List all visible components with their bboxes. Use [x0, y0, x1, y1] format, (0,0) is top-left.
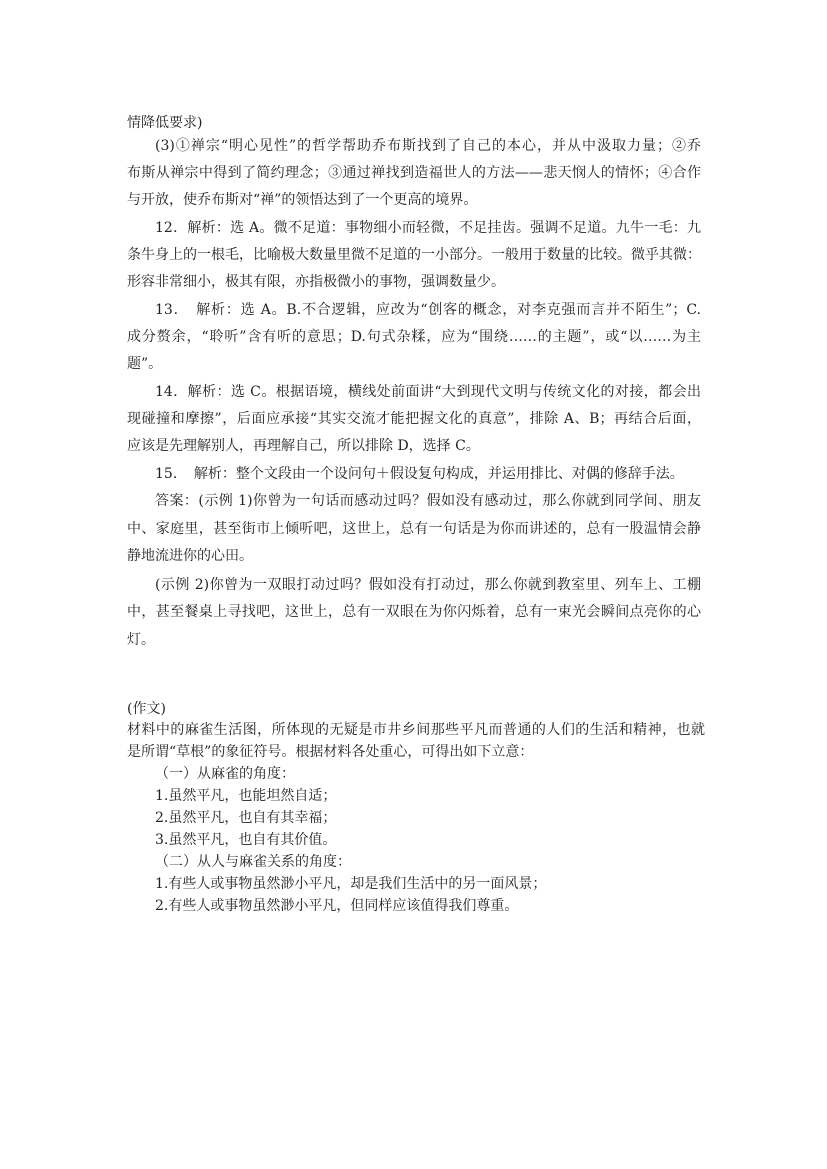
answer-13-line-3: 题”。	[127, 356, 163, 372]
answer-15-example2-line-2: 中，甚至餐桌上寻找吧，这世上，总有一双眼在为你闪烁着，总有一束光会瞬间点亮你的心	[127, 604, 701, 620]
answer-12-line-2: 条牛身上的一根毛，比喻极大数量里微不足道的一小部分。一般用于数量的比较。微乎其微：	[127, 247, 701, 263]
essay-point: 1.虽然平凡，也能坦然自适；	[155, 788, 337, 804]
answer-14-line-3: 应该是先理解别人，再理解自己，所以排除 D，选择 C。	[127, 438, 480, 454]
answer-3-line-2: 布斯从禅宗中得到了简约理念；③通过禅找到造福世人的方法——悲天悯人的情怀；④合作	[127, 165, 701, 181]
answer-12-line-3: 形容非常细小，极其有限，亦指极微小的事物，强调数量少。	[127, 274, 505, 290]
answer-3-line-3: 与开放，使乔布斯对“禅”的领悟达到了一个更高的境界。	[127, 192, 478, 208]
answer-13-line-1: 13． 解析：选 A。B.不合逻辑，应改为“创客的概念，对李克强而言并不陌生”；C.	[155, 302, 701, 318]
essay-heading: (作文)	[127, 701, 166, 717]
essay-point: 2.有些人或事物虽然渺小平凡，但同样应该值得我们尊重。	[155, 898, 519, 914]
essay-section-2-heading: （二）从人与麻雀关系的角度：	[155, 854, 351, 870]
answer-14-line-1: 14．解析：选 C。根据语境，横线处前面讲“大到现代文明与传统文化的对接，都会出	[155, 384, 701, 400]
answer-15-example2-line-3: 灯。	[127, 632, 155, 648]
answer-15-example1-line-1: 答案：(示例 1)你曾为一句话而感动过吗？假如没有感动过，那么你就到同学间、朋友	[155, 493, 701, 509]
essay-section-1-heading: （一）从麻雀的角度：	[155, 766, 295, 782]
essay-point: 3.虽然平凡，也自有其价值。	[155, 832, 337, 848]
essay-intro-line-2: 是所谓“草根”的象征符号。根据材料各处重心，可得出如下立意：	[127, 744, 534, 760]
answer-15-example1-line-2: 中、家庭里，甚至街市上倾听吧，这世上，总有一句话是为你而讲述的，总有一股温情会静	[127, 521, 701, 537]
essay-intro-line-1: 材料中的麻雀生活图，所体现的无疑是市井乡间那些平凡而普通的人们的生活和精神，也就	[127, 722, 705, 738]
answer-15-example1-line-3: 静地流进你的心田。	[127, 548, 253, 564]
answer-14-line-2: 现碰撞和摩擦”，后面应承接“其实交流才能把握文化的真意”，排除 A、B；再结合后面，	[127, 411, 701, 427]
answer-13-line-2: 成分赘余，“聆听”含有听的意思；D.句式杂糅，应为“围绕……的主题”，或“以……为主	[127, 329, 701, 345]
answer-15-analysis: 15． 解析：整个文段由一个设问句＋假设复句构成，并运用排比、对偶的修辞手法。	[155, 466, 684, 482]
answer-12-line-1: 12．解析：选 A。微不足道：事物细小而轻微，不足挂齿。强调不足道。九牛一毛：九	[155, 220, 701, 236]
essay-point: 1.有些人或事物虽然渺小平凡，却是我们生活中的另一面风景；	[155, 876, 547, 892]
answer-15-example2-line-1: (示例 2)你曾为一双眼打动过吗？假如没有打动过，那么你就到教室里、列车上、工棚	[155, 577, 701, 593]
essay-point: 2.虽然平凡，也自有其幸福；	[155, 810, 337, 826]
text-line: 情降低要求)	[127, 115, 203, 131]
answer-3-line-1: (3)①禅宗“明心见性”的哲学帮助乔布斯找到了自己的本心，并从中汲取力量；②乔	[155, 138, 701, 154]
